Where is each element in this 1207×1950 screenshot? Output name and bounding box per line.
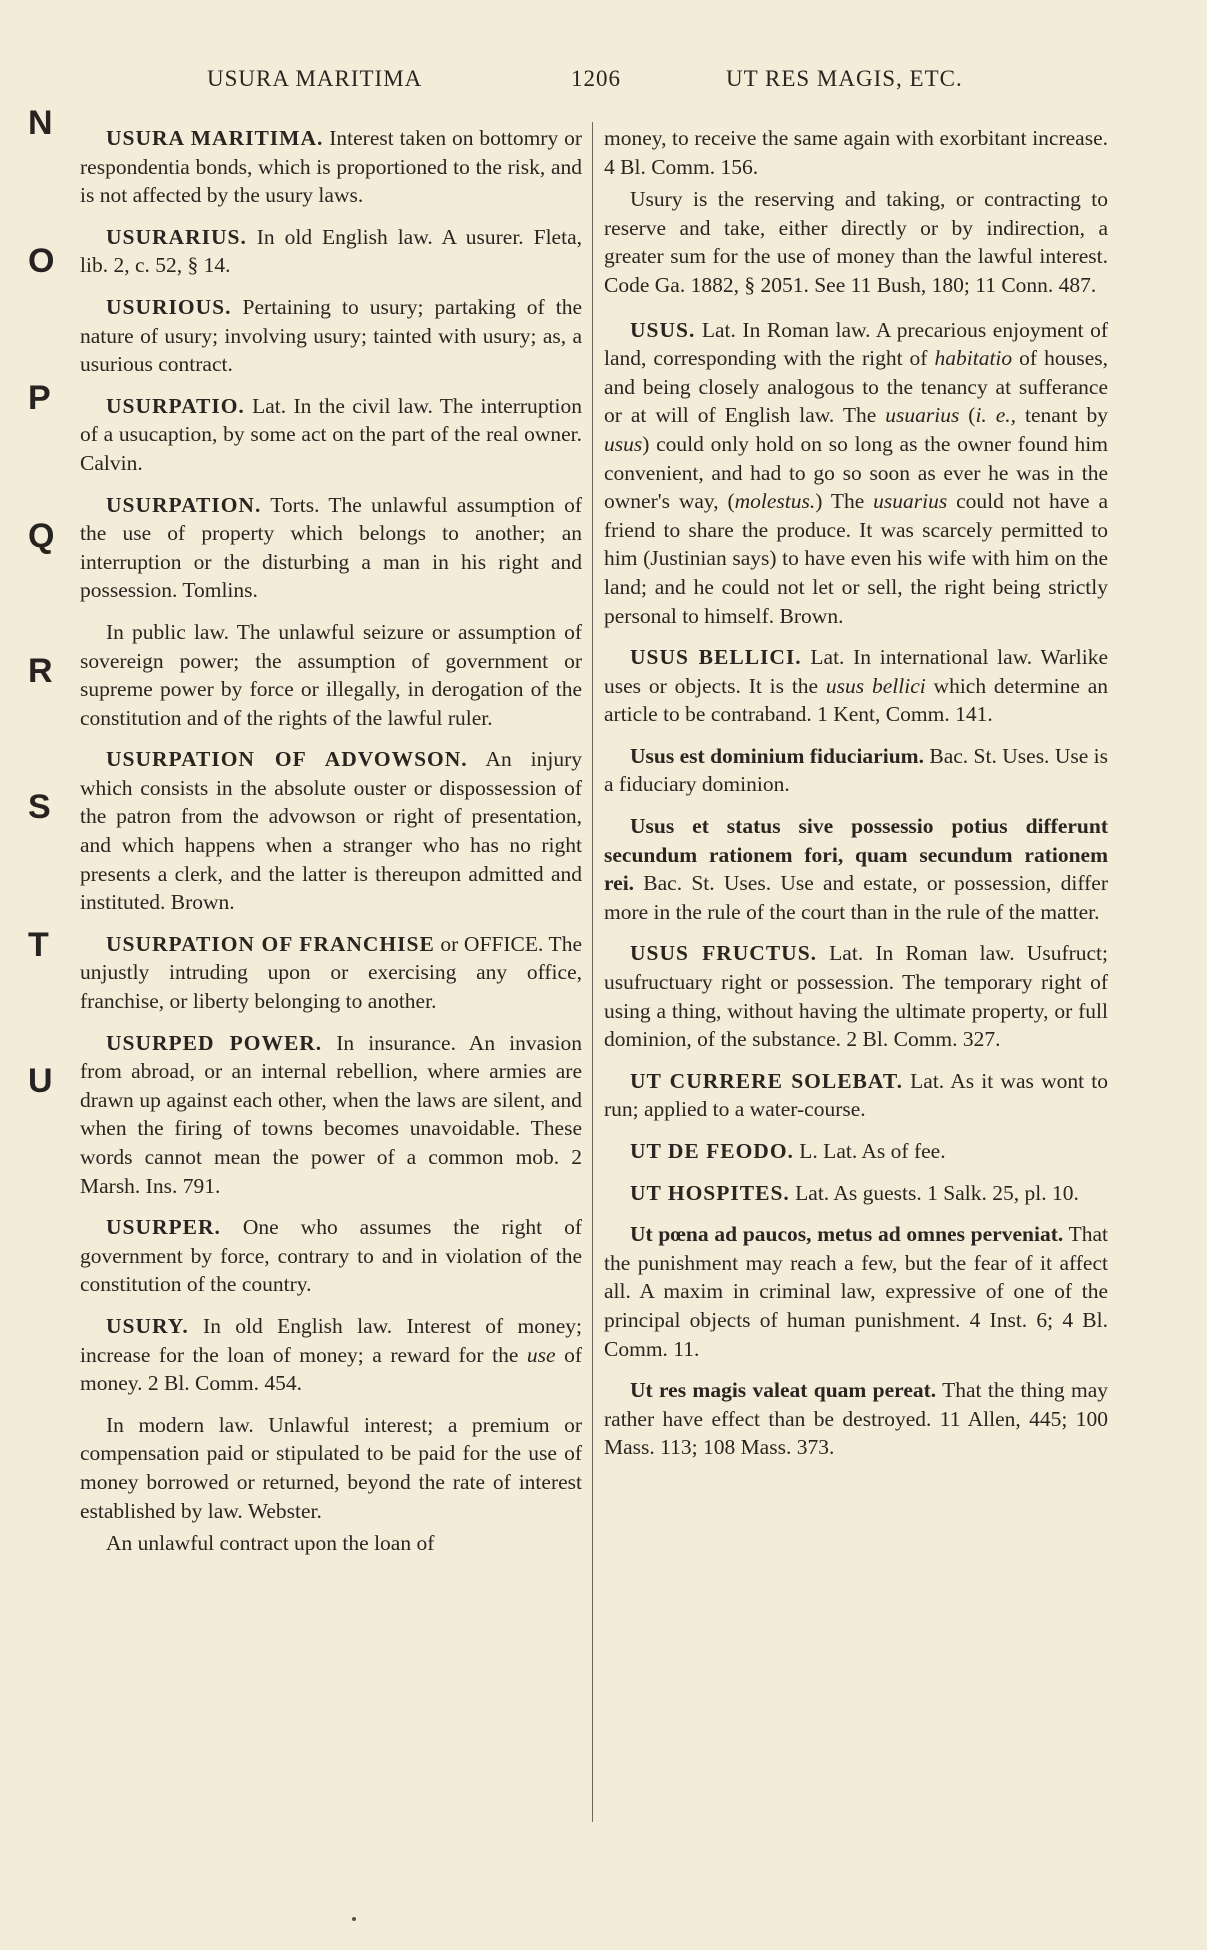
italic-term: i. e.,	[975, 403, 1017, 428]
definition: of houses, and being closely analogous to the tenancy at sufferance or at will of English law. The	[604, 346, 1108, 428]
italic-term: usuarius	[885, 403, 960, 428]
headword: USUS FRUCTUS.	[630, 941, 818, 966]
italic-term: usuarius	[873, 489, 948, 514]
entry-maxim-usus-est	[604, 742, 1108, 799]
definition: That the thing may rather have effect than be destroyed. 11 Allen, 445; 100 Mass. 113; 108 Mass. 373.	[604, 1378, 1109, 1460]
thumb-letter[interactable]: O	[28, 242, 55, 280]
maxim: Ut pœna ad paucos, metus ad omnes perveniat.	[630, 1222, 1064, 1247]
italic-term: usus bellici	[825, 673, 926, 698]
definition: Interest taken on bottomry or respondentia bonds, which is proportioned to the risk, and is not affected by the usury laws.	[80, 126, 582, 208]
entry-usury-continued: money, to receive the same again with exorbitant increase. 4 Bl. Comm. 156.	[604, 126, 1108, 179]
entry-usurpation-of-advowson	[80, 745, 582, 917]
maxim: Ut res magis valeat quam pereat.	[630, 1378, 937, 1403]
running-head	[0, 66, 1207, 102]
entry-usurper	[80, 1213, 582, 1299]
definition: Pertaining to usury; partaking of the nature of usury; involving usury; tainted with usury; as, a usurious contract.	[80, 294, 582, 377]
definition: An injury which consists in the absolute ouster or dispossession of the patron from the advowson or right of presentation, and which happens when a stranger who has no right presents a clerk, and the latter is thereupon admitted and instituted. Brown.	[80, 747, 582, 915]
right-column	[604, 124, 1108, 1475]
left-column	[80, 124, 582, 1571]
page-number: 1206	[571, 66, 621, 91]
thumb-index	[28, 104, 68, 1104]
definition: One who assumes the right of government by force, contrary to and in violation of the constitution of the country.	[80, 1215, 582, 1297]
entry-usurped-power	[80, 1029, 582, 1201]
thumb-letter[interactable]: P	[28, 379, 51, 417]
headword: USURY.	[106, 1313, 189, 1338]
entry-maxim-ut-poena	[604, 1220, 1108, 1363]
entry-usury-contract: An unlawful contract upon the loan of	[106, 1531, 435, 1556]
definition: In old English law. Interest of money; increase for the loan of money; a reward for the	[80, 1313, 582, 1367]
headword: USURPATION OF ADVOWSON.	[106, 747, 468, 772]
thumb-letter[interactable]: N	[28, 104, 53, 142]
definition: or OFFICE. The unjustly intruding upon or exercising any office, franchise, or liberty belonging to another.	[80, 931, 582, 1014]
definition: tenant by	[1016, 403, 1108, 428]
definition: Bac. St. Uses. Use is a fiduciary dominion.	[604, 743, 1109, 797]
thumb-letter[interactable]: U	[28, 1062, 53, 1100]
definition: could not have a friend to share the produce. It was scarcely permitted to him (Justinian says) to have even his wife with him on the land; and he could not let or sell, the right being strictly personal to himself. Brown.	[604, 489, 1108, 628]
entry-ut-hospites	[604, 1179, 1108, 1208]
entry-usurpatio	[80, 392, 582, 478]
entry-usurpation	[80, 491, 582, 605]
definition: Lat. In the civil law. The interruption of a usucaption, by some act on the part of the real owner. Calvin.	[80, 393, 582, 475]
italic-term: usus	[604, 431, 643, 456]
definition: Bac. St. Uses. Use and estate, or possession, differ more in the rule of the court than in the rule of the matter.	[604, 871, 1108, 924]
entry-usus	[604, 316, 1108, 631]
headword: USURPATION.	[106, 492, 262, 517]
headword: USUS.	[630, 317, 696, 342]
definition: which determine an article to be contraband. 1 Kent, Comm. 141.	[604, 673, 1108, 727]
definition: Lat. In international law. Warlike uses or objects. It is the	[604, 645, 1108, 698]
entry-usura-maritima	[80, 124, 582, 210]
headword: USURPATIO.	[106, 393, 245, 418]
headword: UT CURRERE SOLEBAT.	[630, 1068, 903, 1093]
running-head-right: UT RES MAGIS, ETC.	[726, 66, 963, 91]
entry-ut-de-feodo	[604, 1137, 1108, 1166]
definition: ) could only hold on so long as the owner found him convenient, and had to go so soon as ever he was in the owner's way, (	[604, 431, 1108, 514]
definition: L. Lat. As of fee.	[793, 1139, 946, 1163]
maxim: Usus et status sive possessio potius differunt secundum rationem fori, quam secundum rationem rei.	[604, 814, 1108, 896]
thumb-letter[interactable]: Q	[28, 517, 55, 555]
headword: USURA MARITIMA.	[106, 126, 324, 150]
headword: UT HOSPITES.	[630, 1180, 790, 1205]
thumb-letter[interactable]: S	[28, 788, 51, 826]
column-divider	[592, 122, 593, 1822]
definition: Lat. In Roman law. Usufruct; usufructuary right or possession. The temporary right of using a thing, without having the ultimate property, or full dominion, of the substance. 2 Bl. Comm. 327.	[604, 941, 1108, 1052]
entry-maxim-ut-res-magis	[604, 1376, 1108, 1462]
headword: UT DE FEODO.	[630, 1139, 794, 1163]
definition: of money. 2 Bl. Comm. 454.	[80, 1342, 582, 1396]
entry-ut-currere-solebat	[604, 1067, 1108, 1124]
entry-usus-bellici	[604, 643, 1108, 729]
entry-maxim-usus-et-status	[604, 812, 1108, 926]
headword: USURIOUS.	[106, 294, 232, 319]
definition: That the punishment may reach a few, but the fear of it affect all. A maxim in criminal law, expressive of one of the principal objects of human punishment. 4 Inst. 6; 4 Bl. Comm. 11.	[604, 1222, 1108, 1361]
thumb-letter[interactable]: R	[28, 652, 53, 690]
definition: (	[959, 403, 976, 428]
entry-usury-definition: Usury is the reserving and taking, or contracting to reserve and take, either directly or by indirection, a greater sum for the use of money than the lawful interest. Code Ga. 1882, § 2051. See 11 Bush, 180; 11 Conn. 487.	[604, 187, 1108, 297]
headword: USURPATION OF FRANCHISE	[106, 931, 435, 956]
entry-usurarius	[80, 223, 582, 280]
definition: Lat. In Roman law. A precarious enjoyment of land, corresponding with the right of	[604, 317, 1108, 371]
definition: ) The	[815, 489, 874, 514]
headword: USURPED POWER.	[106, 1030, 323, 1055]
italic-term: habitatio	[934, 346, 1013, 371]
entry-usus-fructus	[604, 939, 1108, 1053]
definition: In insurance. An invasion from abroad, or an internal rebellion, where armies are drawn up against each other, when the laws are silent, and when the firing of towns becomes unavoidable. These words cannot mean the power of a common mob. 2 Marsh. Ins. 791.	[80, 1030, 582, 1198]
headword: USURARIUS.	[106, 224, 247, 249]
maxim: Usus est dominium fiduciarium.	[630, 743, 924, 768]
page-speck	[352, 1917, 356, 1921]
headword: USUS BELLICI.	[630, 645, 802, 670]
definition: In old English law. A usurer. Fleta, lib. 2, c. 52, § 14.	[80, 224, 582, 278]
definition: Torts. The unlawful assumption of the use of property which belongs to another; an interruption or the disturbing a man in his right and possession. Tomlins.	[80, 492, 582, 603]
running-head-left: USURA MARITIMA	[207, 66, 423, 91]
entry-usurpation-of-franchise	[80, 930, 582, 1016]
definition: Lat. As it was wont to run; applied to a water-course.	[604, 1068, 1108, 1122]
entry-usury	[80, 1312, 582, 1398]
thumb-letter[interactable]: T	[28, 926, 49, 964]
italic-term: molestus.	[734, 489, 816, 514]
definition: Lat. As guests. 1 Salk. 25, pl. 10.	[789, 1180, 1079, 1205]
entry-usurpation-public-law: In public law. The unlawful seizure or assumption of sovereign power; the assumption of government or supreme power by force or illegally, in derogation of the constitution and of the rights of the lawful ruler.	[80, 619, 582, 730]
headword: USURPER.	[106, 1215, 221, 1240]
entry-usury-modern-law: In modern law. Unlawful interest; a premium or compensation paid or stipulated to be paid for the use of money borrowed or returned, beyond the rate of interest established by law. Webster.	[80, 1412, 582, 1523]
italic-term: use	[526, 1342, 556, 1367]
entry-usurious	[80, 293, 582, 379]
